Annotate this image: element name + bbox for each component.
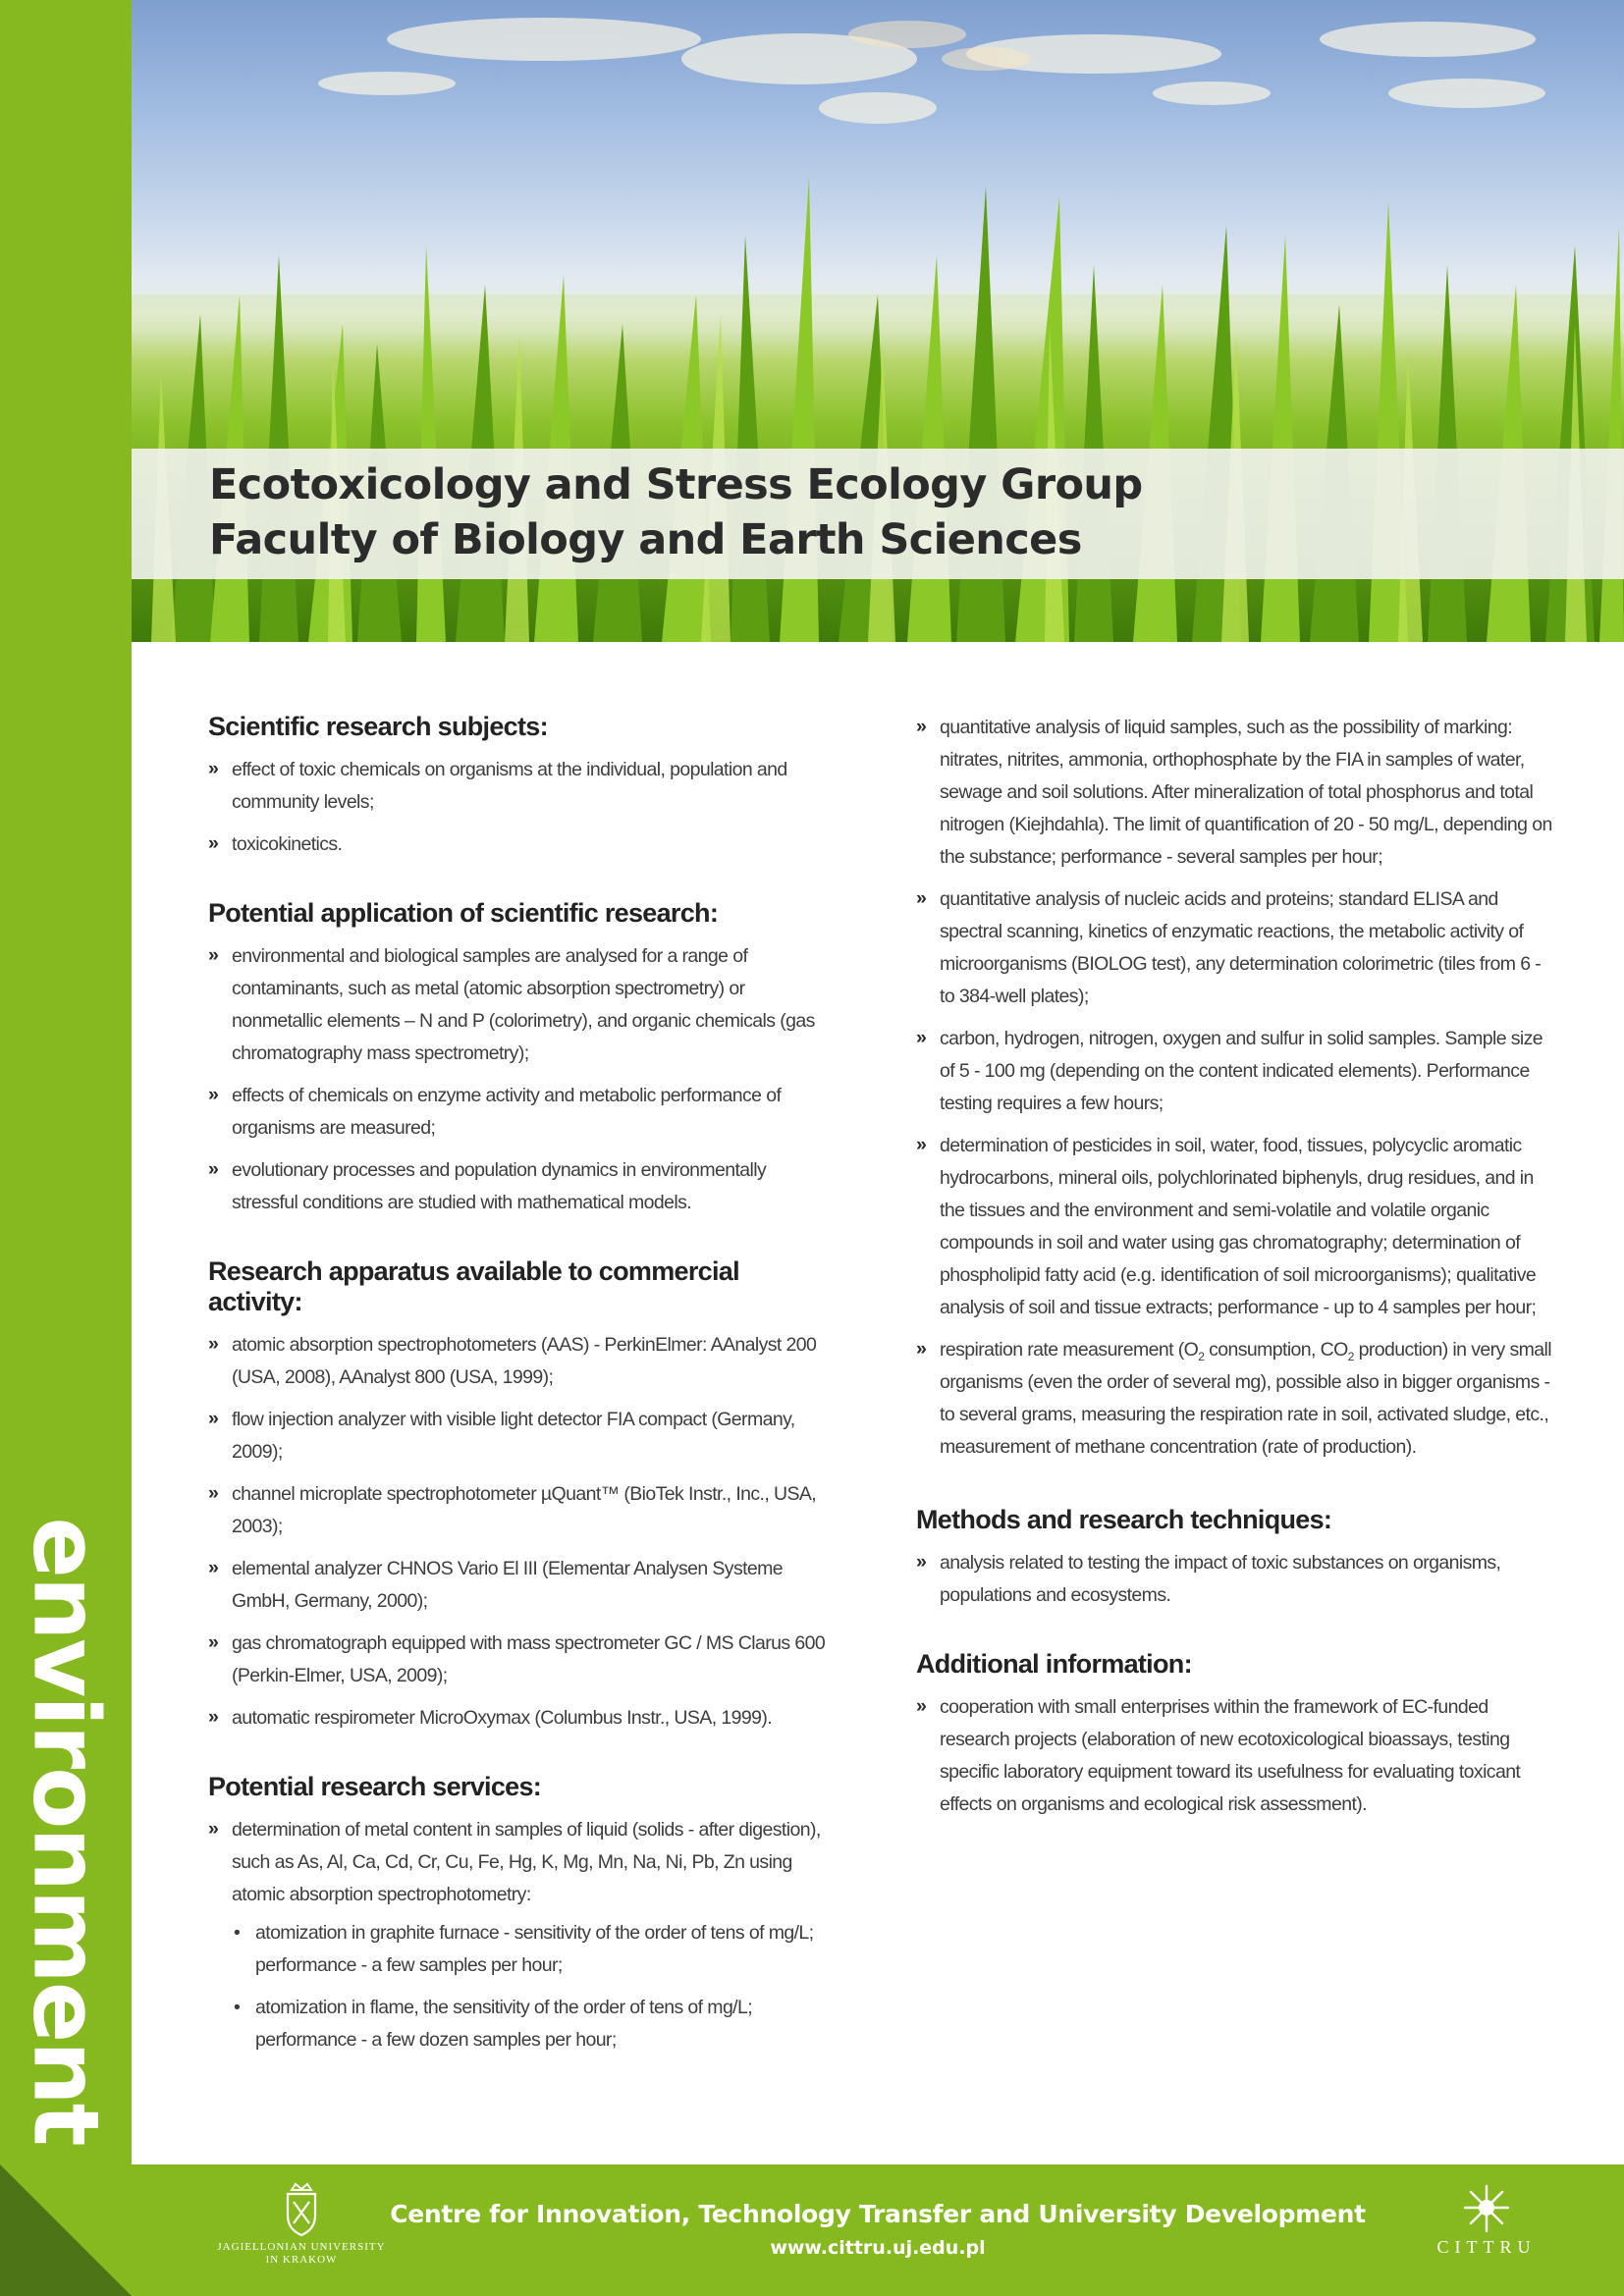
bullet-icon: » [916, 887, 927, 909]
list-item: » determination of pesticides in soil, water, food, tissues, polycyclic aromatic hydrocarbons, mineral oils, polychlorinated biphenyls, drug residues, and in the tissues and the environment and semi-volatile and volatile organic compounds in soil and water using gas chromatography; determination of phospholipid fatty acid (e.g. identification of soil microorganisms); qualitative analysis of soil and tissue extracts; performance - up to 4 samples per hour; [916, 1130, 1554, 1324]
footer-url-link[interactable]: www.cittru.uj.edu.pl [770, 2237, 986, 2259]
additional-list [916, 1691, 1554, 1821]
bullet-icon: » [208, 1706, 219, 1728]
apparatus-list [208, 1329, 837, 1735]
title-band [132, 449, 1624, 579]
additional-info-section [916, 1649, 1554, 1821]
bullet-icon: » [208, 1084, 219, 1105]
bullet-icon: » [208, 1482, 219, 1504]
list-item: » quantitative analysis of liquid samples, such as the possibility of marking: nitrates, nitrites, ammonia, orthophosphate by the FIA in samples of water, sewage and soil solutions. After mineralization of total phosphorus and total nitrogen (Kiejhdahla). The limit of quantification of 20 - 50 mg/L, depending on the substance; performance - several samples per hour; [916, 712, 1554, 874]
dot-bullet-icon: • [234, 1997, 241, 2018]
methods-list [916, 1547, 1554, 1612]
bullet-icon: » [208, 832, 219, 854]
bullet-icon: » [208, 758, 219, 779]
section-heading: Potential application of scientific research: [208, 898, 719, 928]
sub-list-item: • atomization in graphite furnace - sensitivity of the order of tens of mg/L; performance - a few samples per hour; [232, 1917, 837, 1982]
right-column [916, 712, 1554, 1858]
list-item: » effect of toxic chemicals on organisms at the individual, population and community levels; [208, 754, 837, 819]
list-item: » evolutionary processes and population dynamics in environmentally stressful conditions are studied with mathematical models. [208, 1154, 837, 1219]
list-item: » flow injection analyzer with visible light detector FIA compact (Germany, 2009); [208, 1404, 837, 1468]
list-item: » environmental and biological samples are analysed for a range of contaminants, such as metal (atomic absorption spectrometry) or nonmetallic elements – N and P (colorimetry), and organic chemicals (gas chromatography mass spectrometry); [208, 940, 837, 1070]
list-item: » effects of chemicals on enzyme activity and metabolic performance of organisms are measured; [208, 1080, 837, 1145]
side-label: environment [13, 1517, 119, 2145]
section-heading: Scientific research subjects: [208, 712, 548, 741]
list-item: » carbon, hydrogen, nitrogen, oxygen and sulfur in solid samples. Sample size of 5 - 100 mg (depending on the content indicated elements). Performance testing requires a few hours; [916, 1023, 1554, 1120]
services-continued-list [916, 712, 1554, 1464]
footer-title: Centre for Innovation, Technology Transfer and University Development [390, 2200, 1366, 2228]
page-subtitle: Faculty of Biology and Earth Sciences [209, 515, 1082, 564]
left-column [208, 712, 837, 2094]
services-continued-section [916, 712, 1554, 1464]
list-item: » automatic respirometer MicroOxymax (Columbus Instr., USA, 1999). [208, 1702, 837, 1735]
footer [132, 2164, 1624, 2296]
bullet-icon: » [208, 1818, 219, 1840]
services-sub-list [232, 1917, 837, 2056]
bullet-icon: » [208, 1408, 219, 1429]
bullet-icon: » [916, 1695, 927, 1717]
bullet-icon: » [916, 1027, 927, 1048]
research-services-section [208, 1772, 837, 2056]
list-item: » gas chromatograph equipped with mass spectrometer GC / MS Clarus 600 (Perkin-Elmer, USA, 2009); [208, 1628, 837, 1692]
corner-triangle [0, 2164, 132, 2296]
list-item: » respiration rate measurement ($O_2$ consumption, $CO_2$ production) in very small organisms (even the order of several mg), possible also in bigger organisms - to several grams, measuring the respiration rate in soil, activated sludge, etc., measurement of methane concentration (rate of production). [916, 1334, 1554, 1464]
list-item: » determination of metal content in samples of liquid (solids - after digestion), such as As, Al, Ca, Cd, Cr, Cu, Fe, Hg, K, Mg, Mn, Na, Ni, Pb, Zn using atomic absorption spectrophotometry: • atomization in graphite furnace - sensitivity of the order of tens of mg/L; performance - a few samples per hour; • atomization in flame, the sensitivity of the order of tens of mg/L; performance - a few dozen samples per hour; [208, 1814, 837, 2056]
research-subjects-list [208, 754, 837, 861]
dot-bullet-icon: • [234, 1922, 241, 1944]
university-name: JAGIELLONIAN UNIVERSITY IN KRAKOW [217, 2241, 386, 2266]
list-item: » analysis related to testing the impact of toxic substances on organisms, populations and ecosystems. [916, 1547, 1554, 1612]
bullet-icon: » [208, 1631, 219, 1653]
bullet-icon: » [208, 1557, 219, 1578]
application-list [208, 940, 837, 1219]
sub-list-item: • atomization in flame, the sensitivity of the order of tens of mg/L; performance - a few dozen samples per hour; [232, 1992, 837, 2056]
cittru-star-icon [1457, 2182, 1516, 2235]
list-item: » atomic absorption spectrophotometers (AAS) - PerkinElmer: AAnalyst 200 (USA, 2008), AAnalyst 800 (USA, 1999); [208, 1329, 837, 1394]
list-item: » cooperation with small enterprises within the framework of EC-funded research projects (elaboration of new ecotoxicological bioassays, testing specific laboratory equipment toward its usefulness for evaluating toxicant effects on organisms and ecological risk assessment). [916, 1691, 1554, 1821]
bullet-icon: » [916, 1134, 927, 1155]
list-item: » elemental analyzer CHNOS Vario El III (Elementar Analysen Systeme GmbH, Germany, 2000); [208, 1553, 837, 1618]
bullet-icon: » [208, 1158, 219, 1180]
bullet-icon: » [916, 1338, 927, 1360]
section-heading: Potential research services: [208, 1772, 542, 1801]
side-band [0, 0, 132, 2164]
section-heading: Additional information: [916, 1649, 1192, 1679]
list-item: » toxicokinetics. [208, 828, 837, 861]
research-subjects-section [208, 712, 837, 861]
potential-application-section [208, 898, 837, 1219]
cittru-logo [1408, 2182, 1565, 2280]
bullet-icon: » [208, 944, 219, 966]
list-item: » quantitative analysis of nucleic acids and proteins; standard ELISA and spectral scanning, kinetics of enzymatic reactions, the metabolic activity of microorganisms (BIOLOG test), any determination colorimetric (tiles from 6 - to 384-well plates); [916, 883, 1554, 1013]
bullet-icon: » [916, 1551, 927, 1573]
bullet-icon: » [916, 716, 927, 737]
university-logo [208, 2182, 395, 2280]
services-list [208, 1814, 837, 2056]
methods-section [916, 1505, 1554, 1612]
research-apparatus-section [208, 1256, 837, 1735]
page-title: Ecotoxicology and Stress Ecology Group [209, 460, 1143, 509]
bullet-icon: » [208, 1333, 219, 1355]
list-item: » channel microplate spectrophotometer µQuant™ (BioTek Instr., Inc., USA, 2003); [208, 1478, 837, 1543]
section-heading: Research apparatus available to commercial activity: [208, 1256, 739, 1316]
cittru-name: CITTRU [1436, 2237, 1537, 2257]
section-heading: Methods and research techniques: [916, 1505, 1332, 1534]
